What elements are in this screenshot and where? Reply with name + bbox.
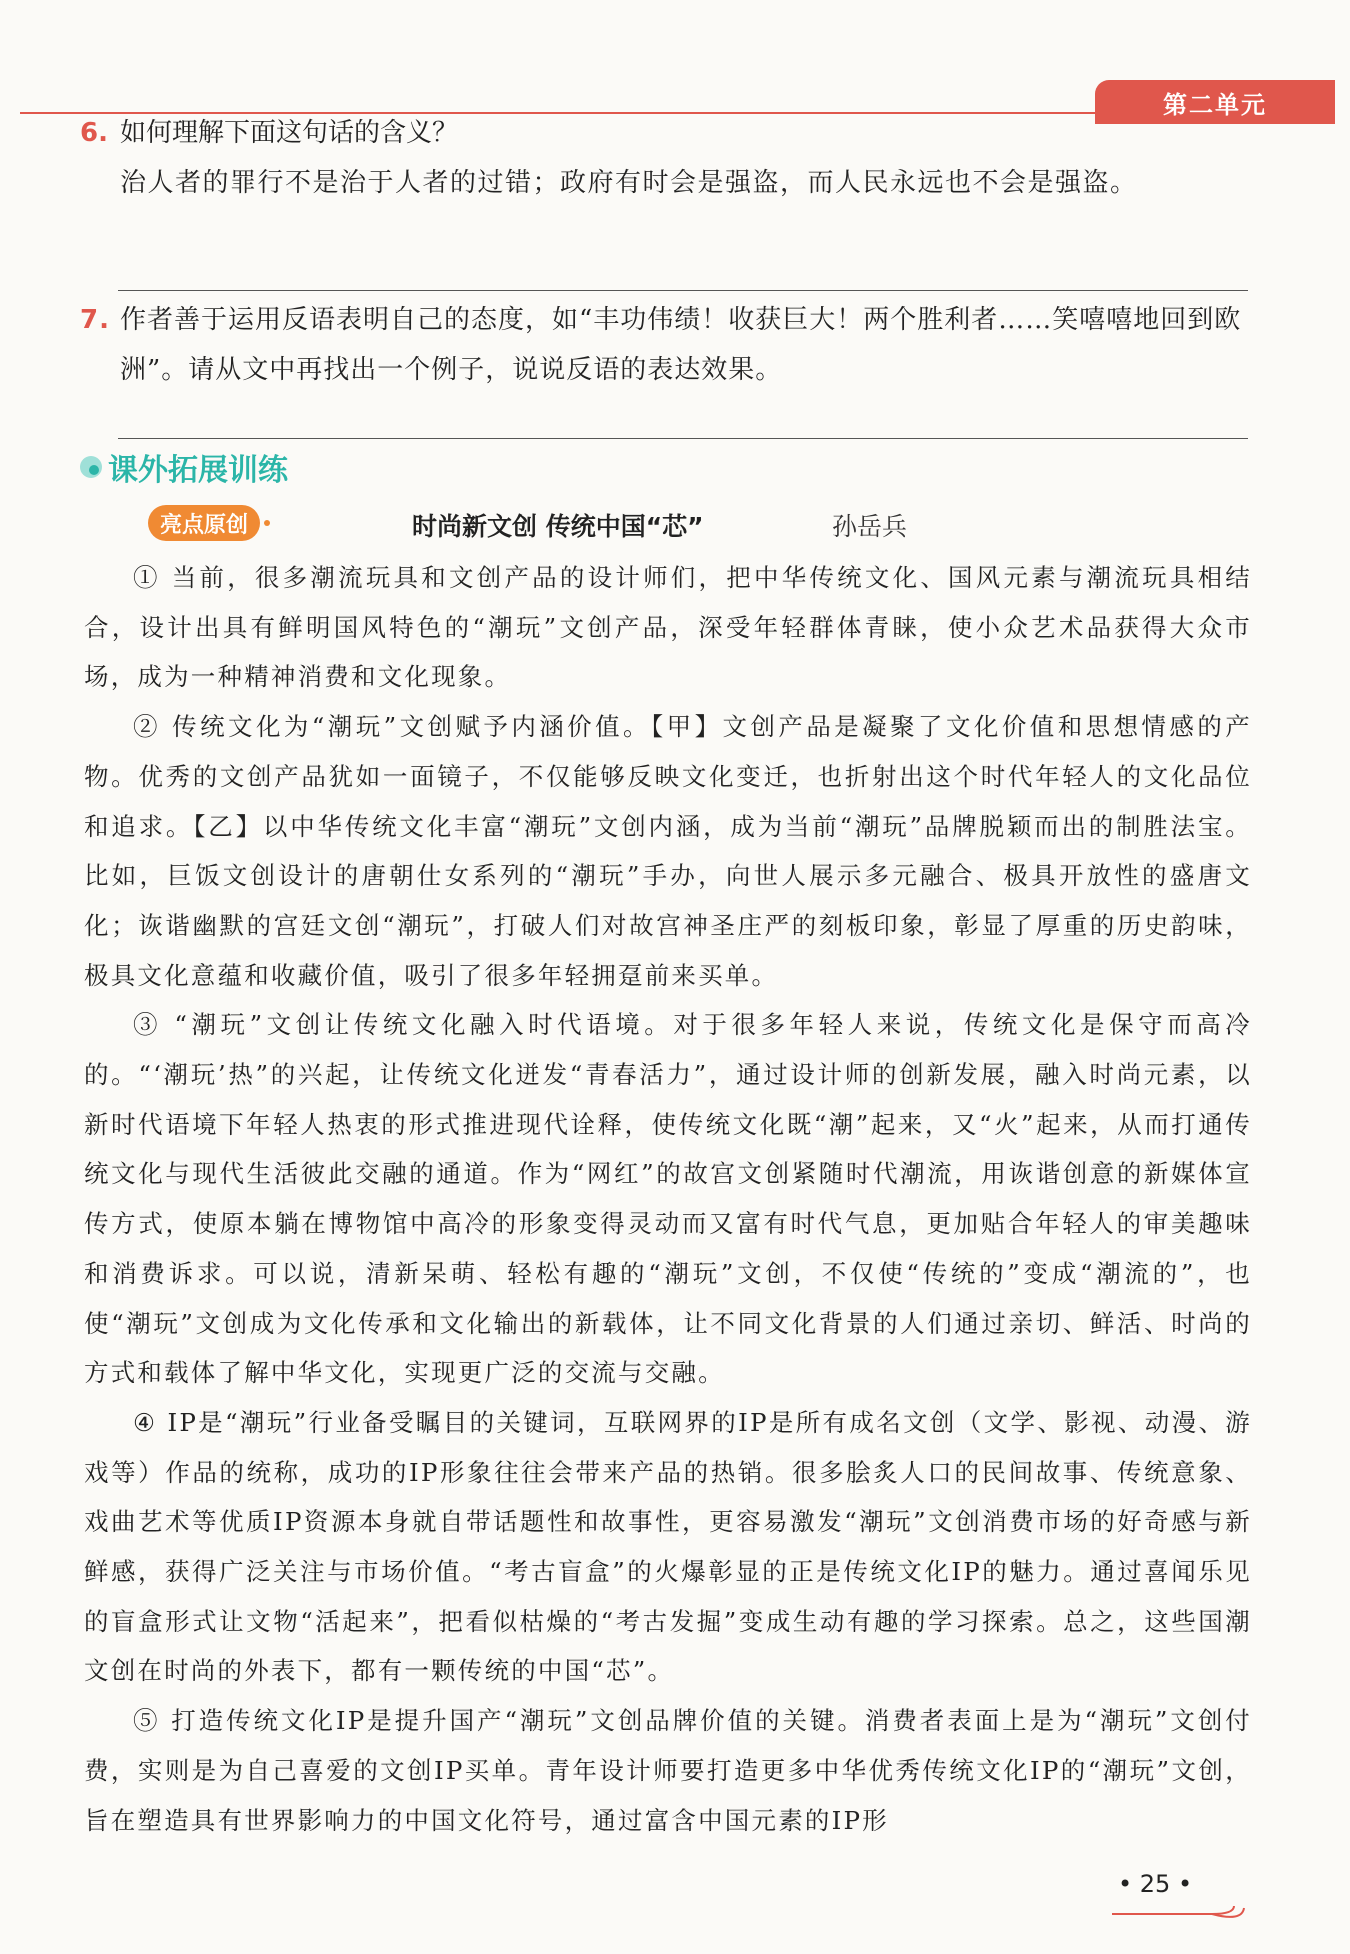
answer-line <box>118 290 1248 291</box>
section-title-text: 课外拓展训练 <box>108 453 288 488</box>
question-number: 7. <box>80 305 110 335</box>
question-6 <box>80 108 1260 208</box>
paragraph: ① 当前，很多潮流玩具和文创产品的设计师们，把中华传统文化、国风元素与潮流玩具相结合，设计出具有鲜明国风特色的“潮玩”文创产品，深受年轻群体青睐，使小众艺术品获得大众市场，成为一种精神消费和文化现象。 <box>84 563 1252 692</box>
paragraph: ⑤ 打造传统文化IP是提升国产“潮玩”文创品牌价值的关键。消费者表面上是为“潮玩”文创付费，实则是为自己喜爱的文创IP买单。青年设计师要打造更多中华优秀传统文化IP的“潮玩”文创，旨在塑造具有世界影响力的中国文化符号，通过富含中国元素的IP形 <box>84 1706 1252 1835</box>
highlight-badge: 亮点原创 <box>148 505 260 541</box>
page-curve-icon <box>1112 1896 1262 1926</box>
paragraph: ② 传统文化为“潮玩”文创赋予内涵价值。【甲】文创产品是凝聚了文化价值和思想情感的产物。优秀的文创产品犹如一面镜子，不仅能够反映文化变迁，也折射出这个时代年轻人的文化品位和追求。【乙】以中华传统文化丰富“潮玩”文创内涵，成为当前“潮玩”品牌脱颖而出的制胜法宝。比如，巨饭文创设计的唐朝仕女系列的“潮玩”手办，向世人展示多元融合、极具开放性的盛唐文化；诙谐幽默的宫廷文创“潮玩”，打破人们对故宫神圣庄严的刻板印象，彰显了厚重的历史韵味，极具文化意蕴和收藏价值，吸引了很多年轻拥趸前来买单。 <box>84 712 1252 990</box>
answer-line <box>118 438 1248 439</box>
question-quote: 治人者的罪行不是治于人者的过错；政府有时会是强盗，而人民永远也不会是强盗。 <box>120 168 1138 198</box>
unit-tab: 第二单元 <box>1095 80 1335 124</box>
bullet-icon <box>80 456 102 478</box>
page-number: • 25 • <box>1118 1870 1193 1898</box>
question-number: 6. <box>80 118 108 148</box>
question-text: 如何理解下面这句话的含义？ <box>120 118 459 148</box>
article-author: 孙岳兵 <box>832 512 908 541</box>
question-7 <box>80 295 1260 395</box>
article-body <box>84 553 1252 1845</box>
question-text: 作者善于运用反语表明自己的态度，如“丰功伟绩！收获巨大！两个胜利者……笑嘻嘻地回到欧洲”。请从文中再找出一个例子，说说反语的表达效果。 <box>120 305 1242 385</box>
section-title <box>80 442 288 492</box>
paragraph: ③ “潮玩”文创让传统文化融入时代语境。对于很多年轻人来说，传统文化是保守而高冷的。“‘潮玩’热”的兴起，让传统文化迸发“青春活力”，通过设计师的创新发展，融入时尚元素，以新时代语境下年轻人热衷的形式推进现代诠释，使传统文化既“潮”起来，又“火”起来，从而打通传统文化与现代生活彼此交融的通道。作为“网红”的故宫文创紧随时代潮流，用诙谐创意的新媒体宣传方式，使原本躺在博物馆中高冷的形象变得灵动而又富有时代气息，更加贴合年轻人的审美趣味和消费诉求。可以说，清新呆萌、轻松有趣的“潮玩”文创，不仅使“传统的”变成“潮流的”，也使“潮玩”文创成为文化传承和文化输出的新载体，让不同文化背景的人们通过亲切、鲜活、时尚的方式和载体了解中华文化，实现更广泛的交流与交融。 <box>84 1010 1252 1388</box>
article-title: 时尚新文创 传统中国“芯” <box>412 512 704 541</box>
paragraph: ④ IP是“潮玩”行业备受瞩目的关键词，互联网界的IP是所有成名文创（文学、影视、动漫、游戏等）作品的统称，成功的IP形象往往会带来产品的热销。很多脍炙人口的民间故事、传统意象、戏曲艺术等优质IP资源本身就自带话题性和故事性，更容易激发“潮玩”文创消费市场的好奇感与新鲜感，获得广泛关注与市场价值。“考古盲盒”的火爆彰显的正是传统文化IP的魅力。通过喜闻乐见的盲盒形式让文物“活起来”，把看似枯燥的“考古发掘”变成生动有趣的学习探索。总之，这些国潮文创在时尚的外表下，都有一颗传统的中国“芯”。 <box>84 1407 1252 1686</box>
